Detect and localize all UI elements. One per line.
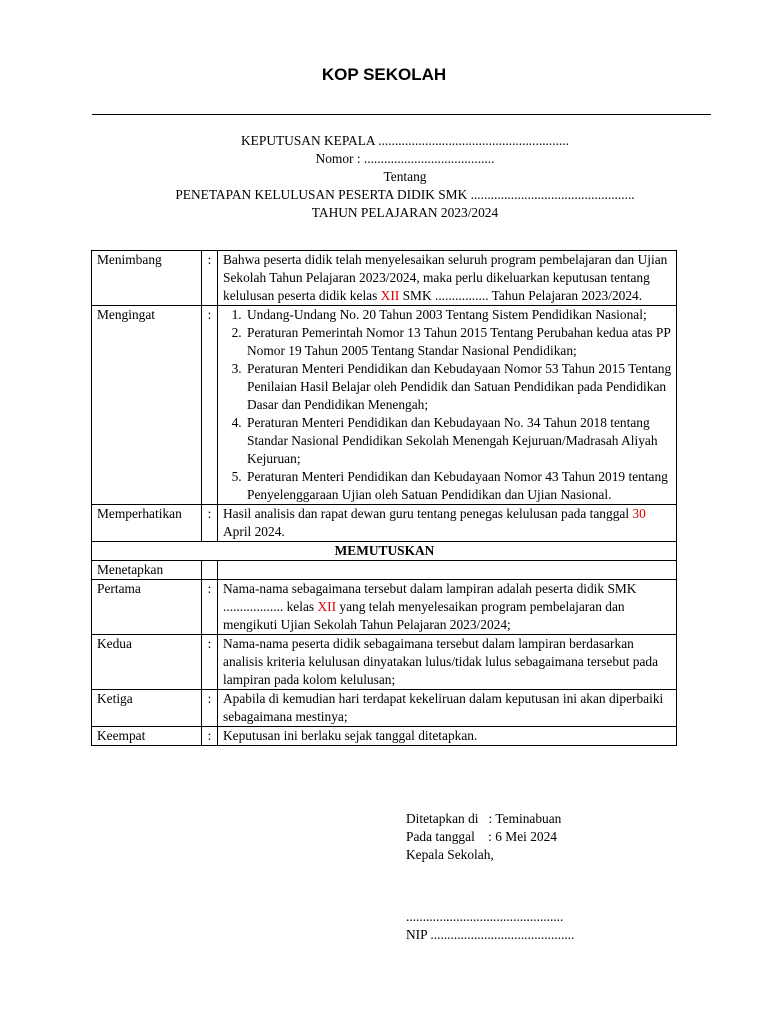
kedua-text: Nama-nama peserta didik sebagaimana tersebut dalam lampiran berdasarkan analisis kriteria kelulusan dinyatakan lulus/tidak lulus sebagaimana tersebut pada lampiran pada kolom kelulusan; bbox=[218, 635, 677, 690]
heading-penetapan: PENETAPAN KELULUSAN PESERTA DIDIK SMK ................................................. bbox=[175, 187, 635, 202]
mengingat-list-cell bbox=[218, 306, 677, 505]
empty-cell bbox=[202, 561, 218, 580]
table-row-kedua bbox=[92, 635, 677, 690]
menimbang-text: Bahwa peserta didik telah menyelesaikan seluruh program pembelajaran dan Ujian Sekolah Tahun Pelajaran 2023/2024, maka perlu dikeluarkan keputusan tentang kelulusan peserta didik kelas XII SMK ................ Tahun Pelajaran 2023/2024. bbox=[218, 251, 677, 306]
colon: : bbox=[202, 306, 218, 505]
kelas-highlight: XII bbox=[317, 599, 337, 614]
table-row-keempat bbox=[92, 727, 677, 746]
colon: : bbox=[202, 251, 218, 306]
empty-cell bbox=[218, 561, 677, 580]
table-row-ketiga bbox=[92, 690, 677, 727]
pertama-label: Pertama bbox=[92, 580, 202, 635]
colon: : bbox=[202, 505, 218, 542]
kepala-sekolah-title: Kepala Sekolah, bbox=[406, 847, 494, 862]
memperhatikan-text: Hasil analisis dan rapat dewan guru tentang penegas kelulusan pada tanggal 30 April 2024. bbox=[218, 505, 677, 542]
list-item: 2. Peraturan Pemerintah Nomor 13 Tahun 2015 Tentang Perubahan kedua atas PP Nomor 19 Tahun 2005 Tentang Standar Nasional Pendidikan; bbox=[245, 324, 672, 360]
mengingat-list bbox=[223, 306, 672, 504]
header-divider bbox=[92, 114, 711, 115]
heading-nomor: Nomor : ....................................... bbox=[315, 151, 495, 166]
decree-table bbox=[91, 250, 677, 746]
table-row-menimbang bbox=[92, 251, 677, 306]
kop-sekolah-title: KOP SEKOLAH bbox=[321, 65, 447, 84]
date-highlight: 30 bbox=[632, 506, 646, 521]
keempat-label: Keempat bbox=[92, 727, 202, 746]
signature-block bbox=[406, 810, 574, 944]
keempat-text: Keputusan ini berlaku sejak tanggal ditetapkan. bbox=[218, 727, 677, 746]
colon: : bbox=[202, 635, 218, 690]
heading-tentang: Tentang bbox=[383, 169, 427, 184]
list-item: 3. Peraturan Menteri Pendidikan dan Kebudayaan Nomor 53 Tahun 2015 Tentang Penilaian Hasil Belajar oleh Pendidik dan Satuan Pendidikan pada Pendidikan Dasar dan Pendidikan Menengah; bbox=[245, 360, 672, 414]
menetapkan-label: Menetapkan bbox=[92, 561, 202, 580]
kelas-highlight: XII bbox=[380, 288, 400, 303]
memperhatikan-label: Memperhatikan bbox=[92, 505, 202, 542]
table-row-mengingat bbox=[92, 306, 677, 505]
memutuskan-heading: MEMUTUSKAN bbox=[92, 542, 677, 561]
mengingat-label: Mengingat bbox=[92, 306, 202, 505]
list-item: 5. Peraturan Menteri Pendidikan dan Kebudayaan Nomor 43 Tahun 2019 tentang Penyelenggaraan Ujian oleh Satuan Pendidikan dan Ujian Nasional. bbox=[245, 468, 672, 504]
colon: : bbox=[202, 727, 218, 746]
colon: : bbox=[202, 690, 218, 727]
ditetapkan-di: Ditetapkan di : Teminabuan bbox=[406, 811, 562, 826]
colon: : bbox=[202, 580, 218, 635]
list-item: 4. Peraturan Menteri Pendidikan dan Kebudayaan No. 34 Tahun 2018 tentang Standar Nasional Pendidikan Sekolah Menengah Kejuruan/Madrasah Aliyah Kejuruan; bbox=[245, 414, 672, 468]
pertama-text: Nama-nama sebagaimana tersebut dalam lampiran adalah peserta didik SMK .................. kelas XII yang telah menyelesaikan program pembelajaran dan mengikuti Ujian Sekolah Tahun Pelajaran 2023/2024; bbox=[218, 580, 677, 635]
heading-tahun: TAHUN PELAJARAN 2023/2024 bbox=[311, 205, 499, 220]
table-row-memutuskan bbox=[92, 542, 677, 561]
signatory-name-line: ............................................... bbox=[406, 909, 564, 924]
pada-tanggal: Pada tanggal : 6 Mei 2024 bbox=[406, 829, 557, 844]
decree-heading bbox=[0, 132, 768, 222]
list-item: 1. Undang-Undang No. 20 Tahun 2003 Tentang Sistem Pendidikan Nasional; bbox=[245, 306, 672, 324]
nip-line: NIP ........................................... bbox=[406, 927, 575, 942]
ketiga-text: Apabila di kemudian hari terdapat kekeliruan dalam keputusan ini akan diperbaiki sebagaimana mestinya; bbox=[218, 690, 677, 727]
menimbang-label: Menimbang bbox=[92, 251, 202, 306]
table-row-menetapkan bbox=[92, 561, 677, 580]
heading-keputusan: KEPUTUSAN KEPALA ......................................................... bbox=[241, 133, 569, 148]
table-row-memperhatikan bbox=[92, 505, 677, 542]
table-row-pertama bbox=[92, 580, 677, 635]
ketiga-label: Ketiga bbox=[92, 690, 202, 727]
kedua-label: Kedua bbox=[92, 635, 202, 690]
